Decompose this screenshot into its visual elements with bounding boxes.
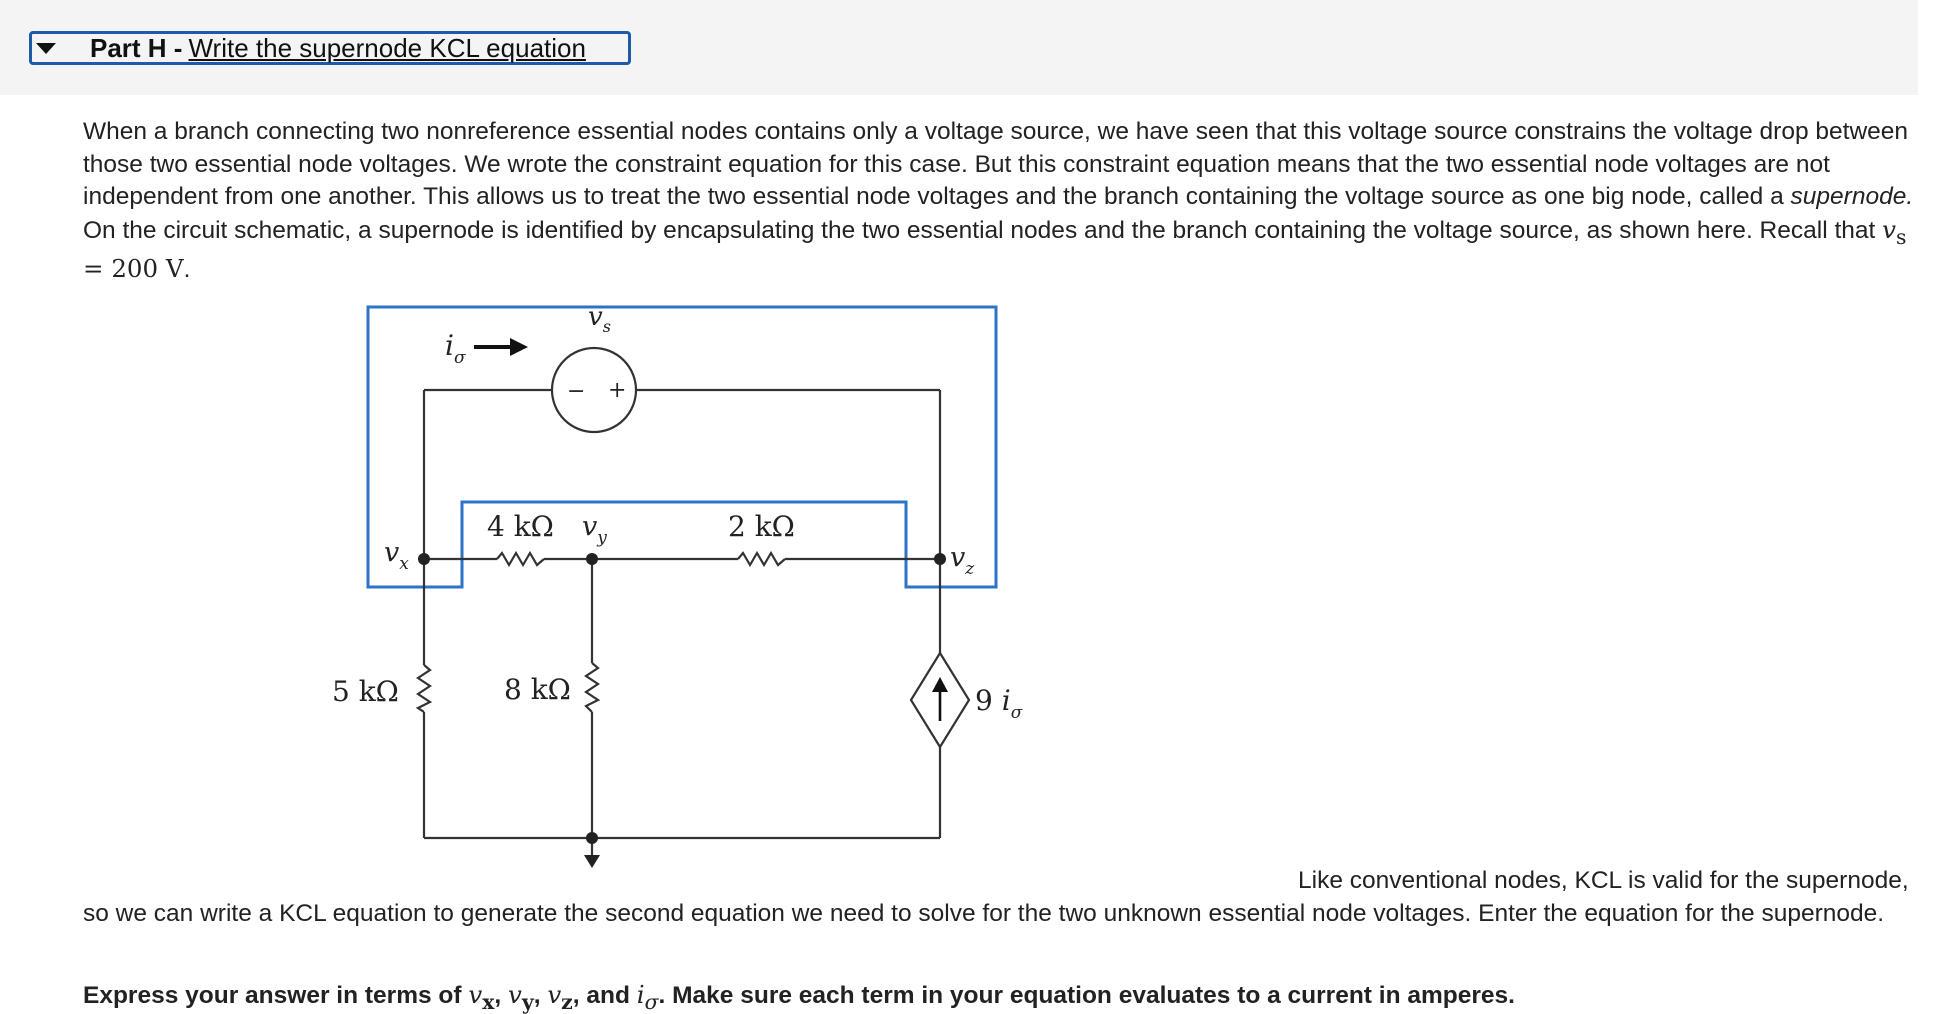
node-x-label: $v_x$ bbox=[384, 537, 409, 574]
source-plus: + bbox=[608, 378, 627, 403]
node-dot-bottom bbox=[586, 832, 598, 844]
part-header bbox=[0, 0, 1918, 95]
resistor-2k-label: 2 kΩ bbox=[728, 510, 795, 543]
resistor-4k bbox=[497, 553, 544, 565]
current-label: $i_\sigma$ bbox=[445, 329, 466, 368]
part-label: Part H - bbox=[90, 32, 183, 63]
source-label: $v_s$ bbox=[588, 302, 611, 336]
resistor-8k bbox=[586, 663, 598, 712]
resistor-5k-label: 5 kΩ bbox=[332, 675, 399, 708]
node-y-label: $v_y$ bbox=[582, 511, 607, 548]
resistor-4k-label: 4 kΩ bbox=[487, 510, 554, 543]
node-dot-x bbox=[418, 553, 430, 565]
part-title: Write the supernode KCL equation bbox=[188, 32, 586, 63]
node-z-label: $v_z$ bbox=[950, 542, 975, 579]
current-arrowhead bbox=[510, 338, 528, 356]
caret-down-icon bbox=[36, 43, 56, 54]
kcl-paragraph: Like conventional nodes, KCL is valid for the supernode, so we can write a KCL equation to generate the second equation we need to solve for the two unknown essential node voltages. Enter the equation for the supernode. bbox=[83, 867, 1909, 927]
dependent-source-label: 9 $i_\sigma$ bbox=[975, 684, 1023, 723]
node-dot-y bbox=[586, 553, 598, 565]
source-minus: − bbox=[567, 379, 586, 404]
intro-paragraph: When a branch connecting two nonreference essential nodes contains only a voltage source, we have seen that this voltage source constrains the voltage drop between those two essential node voltages. We wrote the constraint equation for this case. But this constraint equation means that the two essential node voltages are not independent from one another. This allows us to treat the two essential node voltages and the branch containing the voltage source as one big node, called a supernode. On the circuit schematic, a supernode is identified by encapsulating the two essential nodes and the branch containing the voltage source, as shown here. Recall that $v_s = 200$ V. bbox=[83, 118, 1914, 283]
resistor-2k bbox=[738, 553, 785, 565]
resistor-5k bbox=[418, 665, 430, 712]
part-toggle-button[interactable] bbox=[29, 31, 631, 65]
resistor-8k-label: 8 kΩ bbox=[504, 673, 571, 706]
circuit-diagram bbox=[320, 295, 1060, 875]
node-dot-z bbox=[934, 553, 946, 565]
answer-instruction: Express your answer in terms of $v_x$, $v_y$, $v_z$, and $i_\sigma$. Make sure each term in your equation evaluates to a current in amperes. bbox=[83, 980, 1515, 1014]
supernode-term: supernode. bbox=[1790, 183, 1914, 210]
